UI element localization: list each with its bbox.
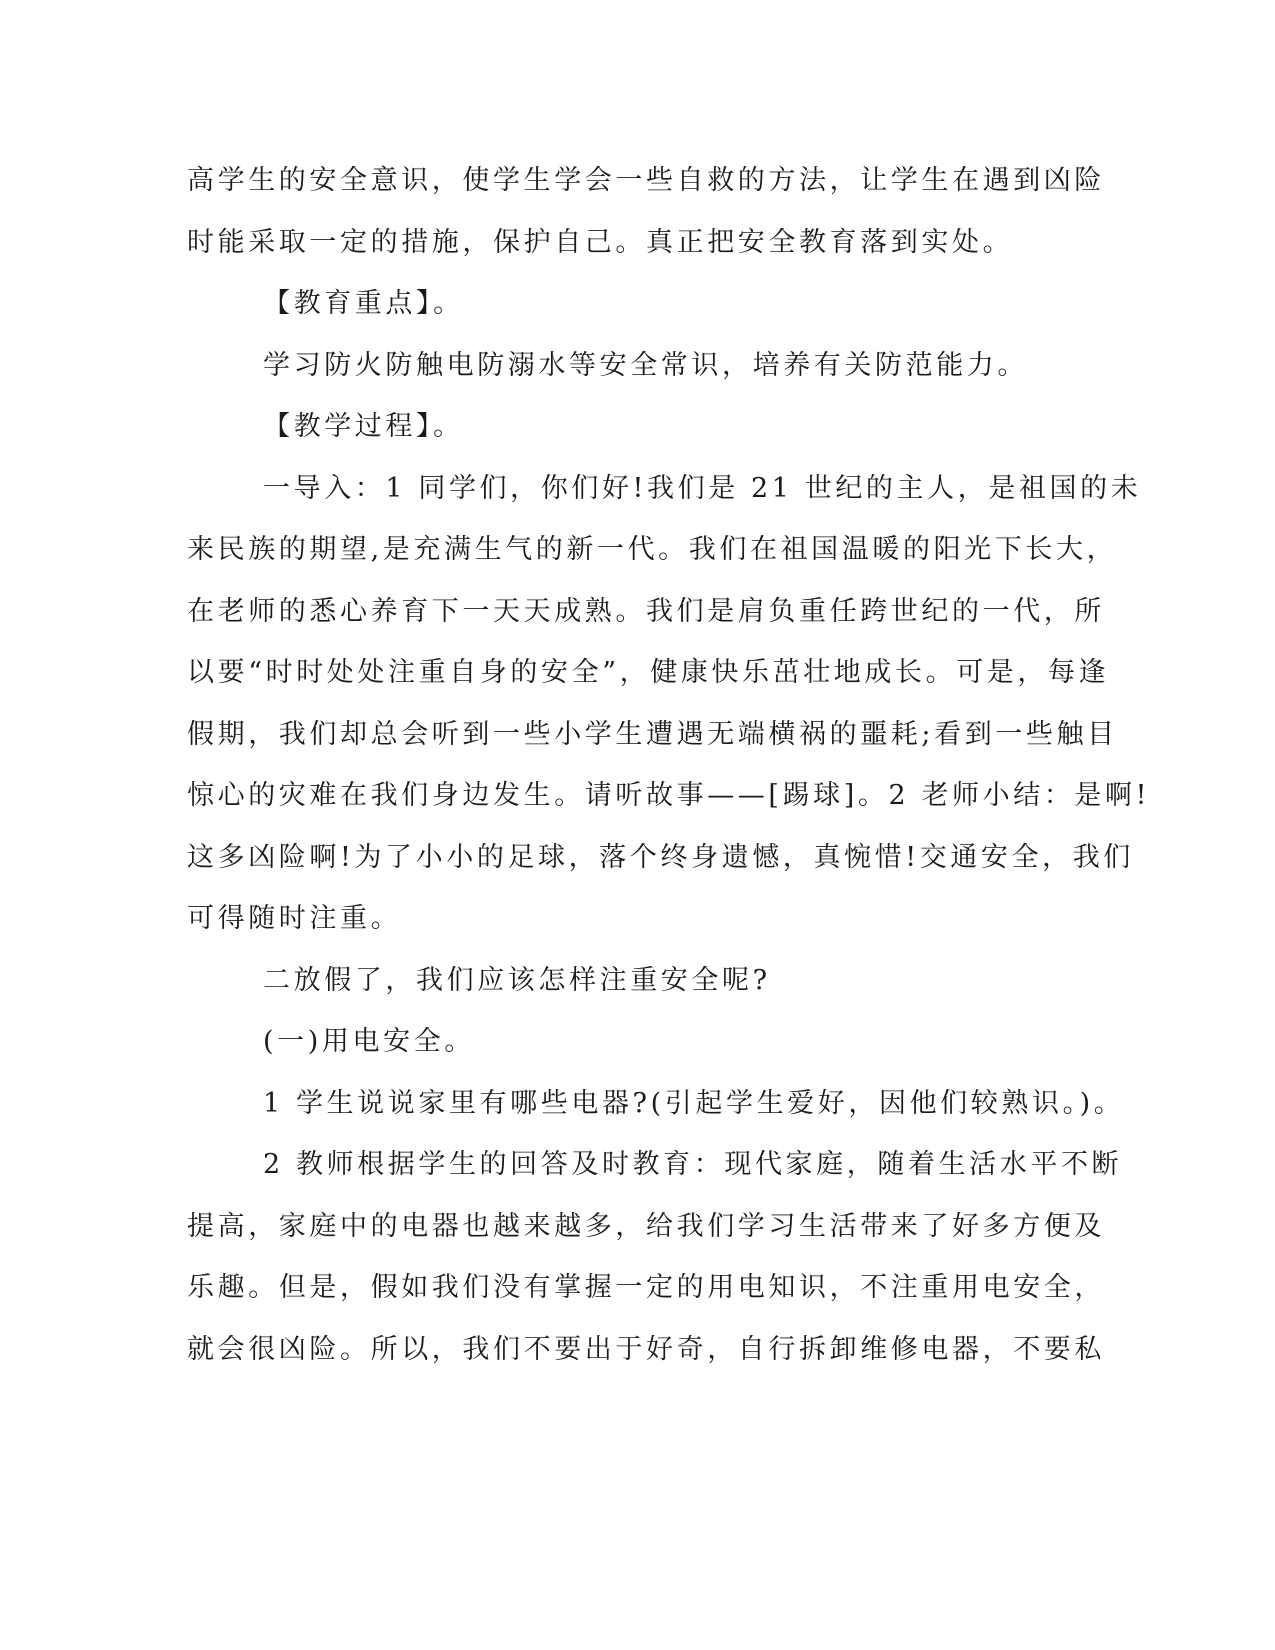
section-heading: 【教育重点】。 [263,288,464,319]
text-line: 来民族的期望,是充满生气的新一代。我们在祖国温暖的阳光下长大， [187,534,1118,565]
text-line: 乐趣。但是，假如我们没有掌握一定的用电知识，不注重用电安全， [187,1272,1105,1303]
text-line: 这多凶险啊!为了小小的足球，落个终身遗憾，真惋惜!交通安全，我们 [187,841,1134,873]
text-line: 假期，我们却总会听到一些小学生遭遇无端横祸的噩耗;看到一些触目 [187,718,1118,750]
text-line: 2 教师根据学生的回答及时教育：现代家庭，随着生活水平不断 [263,1149,1123,1180]
text-line: 二放假了，我们应该怎样注重安全呢? [263,964,771,996]
text-line: 就会很凶险。所以，我们不要出于好奇，自行拆卸维修电器，不要私 [187,1333,1105,1365]
subsection-heading: (一)用电安全。 [263,1026,475,1057]
text-line: 一导入：1 同学们，你们好!我们是 21 世纪的主人，是祖国的未 [263,472,1142,504]
text-line: 在老师的悉心养育下一天天成熟。我们是肩负重任跨世纪的一代，所 [187,595,1105,627]
section-heading: 【教学过程】。 [263,411,464,442]
text-line: 1 学生说说家里有哪些电器?(引起学生爱好，因他们较熟识。)。 [263,1087,1125,1119]
text-line: 惊心的灾难在我们身边发生。请听故事——[踢球]。2 老师小结：是啊! [187,780,1151,811]
text-line: 可得随时注重。 [187,903,402,934]
text-line: 学习防火防触电防溺水等安全常识，培养有关防范能力。 [263,349,1028,381]
text-line: 高学生的安全意识，使学生学会一些自救的方法，让学生在遇到凶险 [187,165,1105,196]
text-line: 以要“时时处处注重自身的安全”，健康快乐茁壮地成长。可是，每逢 [187,657,1110,688]
document-body [187,150,1151,1380]
text-line: 提高，家庭中的电器也越来越多，给我们学习生活带来了好多方便及 [187,1210,1105,1242]
text-line: 时能采取一定的措施，保护自己。真正把安全教育落到实处。 [187,226,1014,258]
